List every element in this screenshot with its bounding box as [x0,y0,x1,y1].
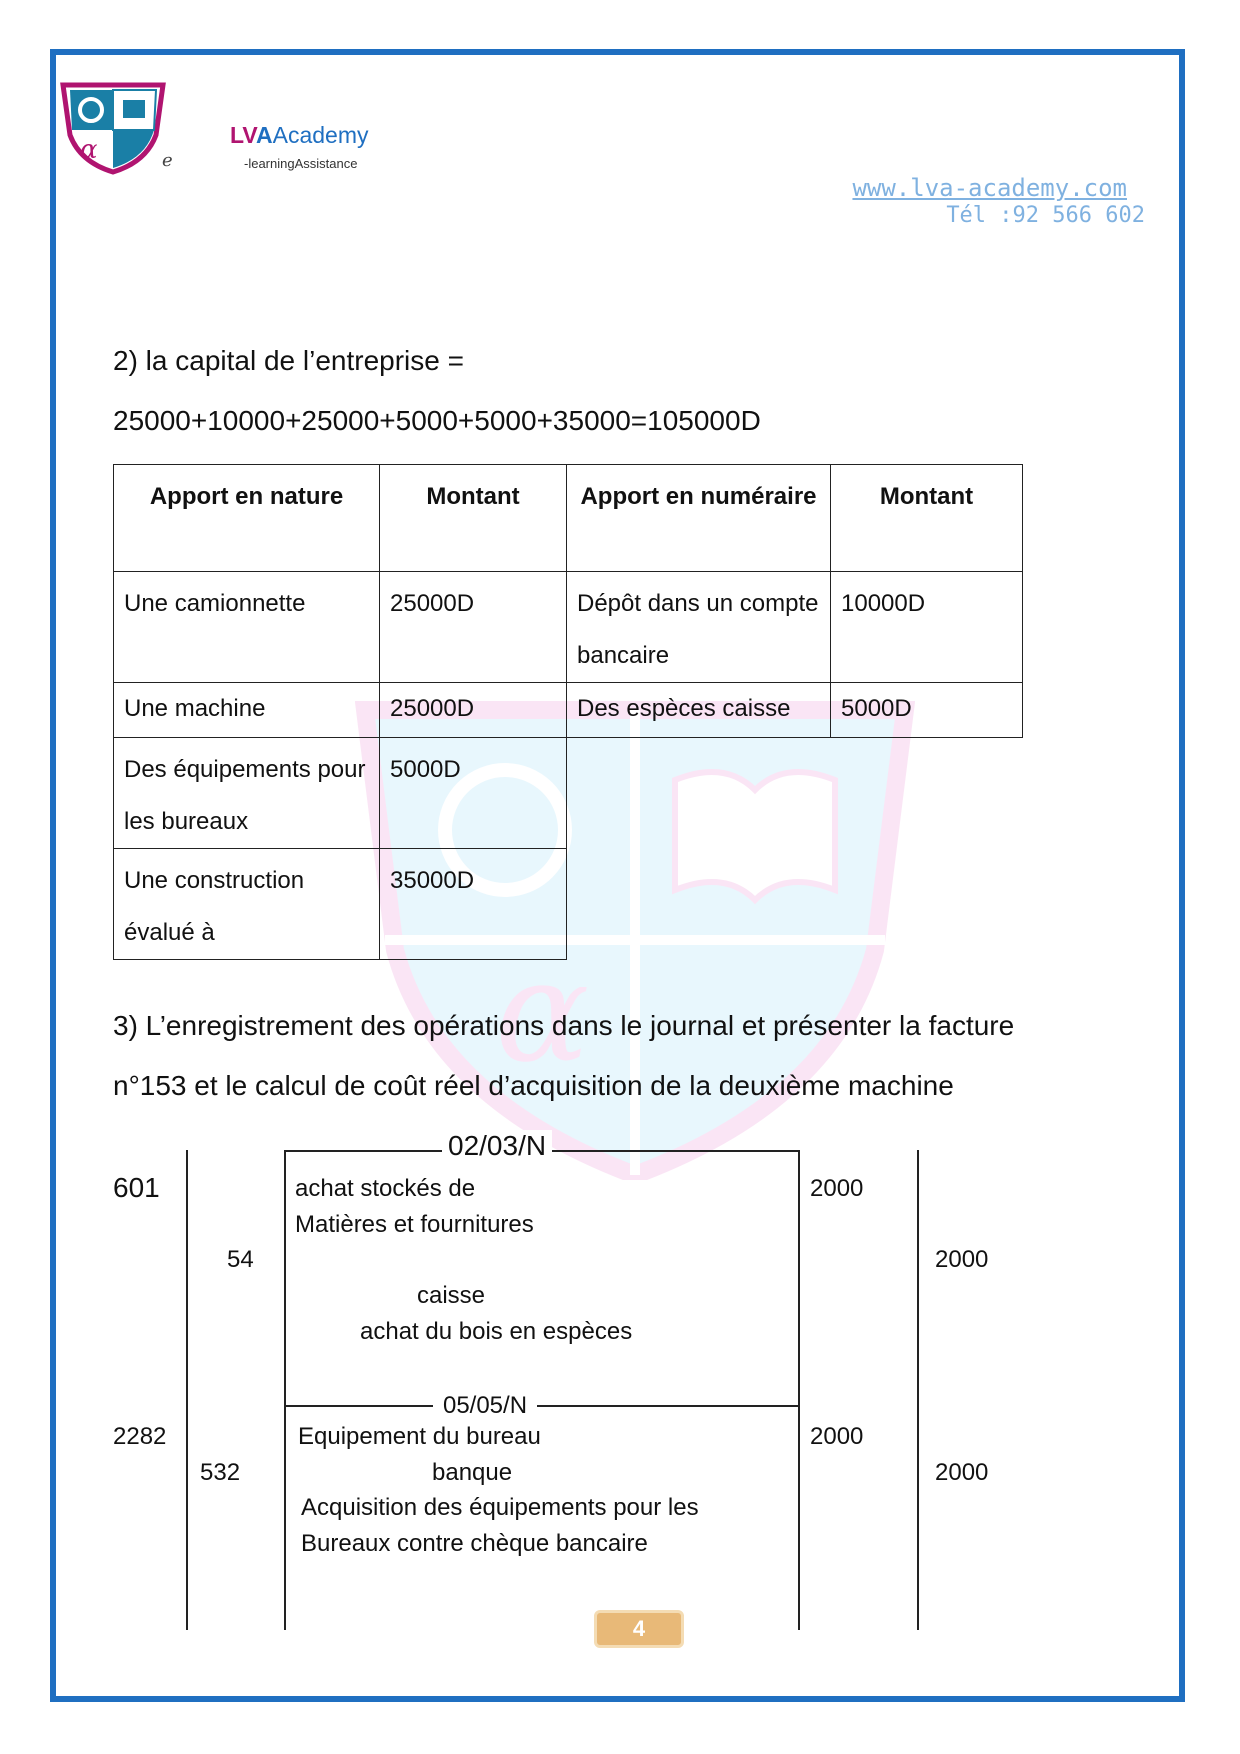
credit-account: 54 [227,1246,254,1273]
table-cell: Une machine [114,683,380,738]
table-cell: Des équipements pour les bureaux [114,738,380,849]
credit-label: banque [432,1459,513,1486]
table-cell: 5000D [831,683,1023,738]
section3-heading-line1: 3) L’enregistrement des opérations dans le journal et présenter la facture [113,1010,1015,1041]
journal-column-line [186,1150,188,1630]
journal-column-line [284,1150,286,1630]
section3-heading-line2: n°153 et le calcul de coût réel d’acquisition de la deuxième machine [113,1070,954,1101]
table-row [114,572,1023,683]
journal-date: 02/03/N [442,1130,552,1162]
credit-account: 532 [200,1459,241,1486]
debit-amount: 2000 [810,1423,864,1450]
table-cell: 10000D [831,572,1023,683]
credit-amount: 2000 [935,1246,989,1273]
section2-heading: 2) la capital de l’entreprise = [113,345,464,376]
table-cell: Une construction évalué à [114,849,380,960]
svg-text:α: α [80,135,98,165]
table-header: Apport en numéraire [567,465,831,572]
table-header: Montant [831,465,1023,572]
entry-description: Bureaux contre chèque bancaire [301,1530,648,1557]
table-header: Montant [380,465,567,572]
journal-date: 05/05/N [433,1392,537,1419]
debit-label: Matières et fournitures [295,1211,534,1238]
debit-account: 601 [113,1172,160,1203]
table-cell: 25000D [380,683,567,738]
entry-description: achat du bois en espèces [360,1318,633,1345]
table-row [114,849,1023,960]
phone-number: Tél :92 566 602 [946,203,1145,228]
brand-tagline: -learningAssistance [244,156,358,171]
journal-date-wrap [360,1388,610,1420]
capital-formula: 25000+10000+25000+5000+5000+35000=105000D [113,405,761,436]
journal-column-line [798,1150,800,1630]
academy-logo-icon [58,80,168,175]
table-cell: 5000D [380,738,567,849]
empty-cell [567,849,1023,960]
logo-letter: e [162,150,173,171]
debit-label: Equipement du bureau [298,1423,541,1450]
apports-table [113,464,1023,960]
debit-label: achat stockés de [295,1175,476,1202]
table-row [114,683,1023,738]
journal-column-line [917,1150,919,1630]
debit-account: 2282 [113,1423,167,1450]
credit-amount: 2000 [935,1459,989,1486]
website-link[interactable]: www.lva-academy.com [852,174,1127,202]
table-cell: Une camionnette [114,572,380,683]
table-cell: 25000D [380,572,567,683]
table-row [114,738,1023,849]
debit-amount: 2000 [810,1175,864,1202]
empty-cell [567,738,1023,849]
table-cell: Des espèces caisse [567,683,831,738]
table-cell: Dépôt dans un compte bancaire [567,572,831,683]
entry-description: Acquisition des équipements pour les [301,1494,699,1521]
brand-name: LVAAcademy [230,122,369,148]
table-cell: 35000D [380,849,567,960]
credit-label: caisse [417,1282,486,1309]
page-number-badge: 4 [594,1610,684,1648]
svg-text:α: α [495,931,590,1094]
table-header: Apport en nature [114,465,380,572]
